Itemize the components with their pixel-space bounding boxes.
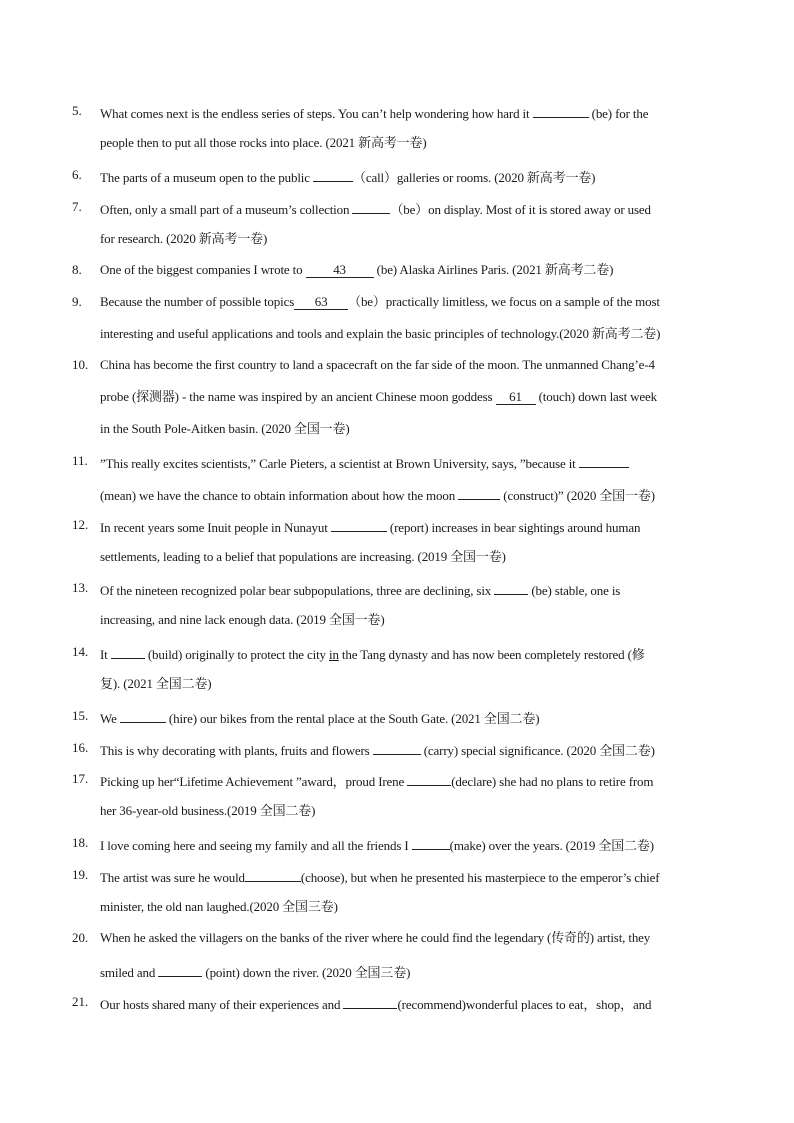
- question-number: 5.: [72, 103, 82, 118]
- text-segment: (touch) down last week: [535, 389, 657, 404]
- text-segment: (be) for the: [588, 106, 649, 121]
- question-text-line: [100, 740, 724, 759]
- answer-blank[interactable]: [120, 708, 166, 723]
- question-text-line: [100, 103, 724, 122]
- answer-blank[interactable]: [533, 103, 589, 118]
- text-segment: settlements, leading to a belief that populations are increasing. (2019 全国一卷): [100, 549, 506, 564]
- text-segment: (carry) special significance. (2020 全国二卷): [420, 743, 655, 758]
- answer-blank[interactable]: [373, 740, 421, 755]
- question-text-line: [100, 612, 724, 628]
- text-segment: （be）practically limitless, we focus on a sample of the most: [348, 294, 660, 309]
- answer-blank[interactable]: [458, 485, 500, 500]
- text-segment: (choose), but when he presented his masterpiece to the emperor’s chief: [300, 870, 660, 885]
- question-text-line: [100, 580, 724, 599]
- text-segment: smiled and: [100, 965, 159, 980]
- text-segment: (mean) we have the chance to obtain information about how the moon: [100, 488, 459, 503]
- question-text-line: [100, 994, 724, 1013]
- question-text-line: [100, 708, 724, 727]
- question-number: 15.: [72, 708, 89, 723]
- text-segment: China has become the first country to land a spacecraft on the far side of the moon. The unmanned Chang’e-4: [100, 357, 655, 372]
- text-segment: (construct)” (2020 全国一卷): [500, 488, 655, 503]
- question-text-line: [100, 357, 724, 373]
- question-text-line: [100, 231, 724, 247]
- question-text-line: [100, 962, 724, 981]
- answer-blank[interactable]: [579, 453, 629, 468]
- question-number: 19.: [72, 867, 89, 882]
- answer-blank[interactable]: [245, 867, 301, 882]
- text-segment: (report) increases in bear sightings around human: [386, 520, 641, 535]
- question-number: 10.: [72, 357, 89, 372]
- question-number: 13.: [72, 580, 89, 595]
- question-text-line: [100, 517, 724, 536]
- text-segment: I love coming here and seeing my family and all the friends I: [100, 838, 412, 853]
- text-segment: The parts of a museum open to the public: [100, 170, 313, 185]
- answer-blank[interactable]: [352, 199, 390, 214]
- question-text-line: [100, 135, 724, 151]
- question-number: 21.: [72, 994, 89, 1009]
- question-number: 7.: [72, 199, 82, 214]
- text-segment: the Tang dynasty and has now been completely restored (修: [338, 647, 645, 662]
- answer-blank[interactable]: [158, 962, 202, 977]
- text-segment: Because the number of possible topics: [100, 294, 295, 309]
- question-text-line: [100, 867, 724, 886]
- question-text-line: [100, 167, 724, 186]
- question-text-line: [100, 644, 724, 663]
- text-segment: ”This really excites scientists,” Carle Pieters, a scientist at Brown University, says, ”because it: [100, 456, 579, 471]
- answer-blank[interactable]: [331, 517, 387, 532]
- question-text-line: [100, 326, 724, 342]
- answer-blank[interactable]: 43: [306, 263, 374, 278]
- text-segment: This is why decorating with plants, fruits and flowers: [100, 743, 373, 758]
- answer-blank[interactable]: 61: [496, 390, 536, 405]
- answer-blank[interactable]: [494, 580, 528, 595]
- question-text-line: [100, 262, 724, 278]
- answer-blank[interactable]: [412, 835, 450, 850]
- answer-blank[interactable]: [111, 644, 145, 659]
- question-text-line: [100, 199, 724, 218]
- question-number: 17.: [72, 771, 89, 786]
- text-segment: (make) over the years. (2019 全国二卷): [449, 838, 654, 853]
- question-number: 11.: [72, 453, 88, 468]
- question-number: 6.: [72, 167, 82, 182]
- text-segment: It: [100, 647, 111, 662]
- text-segment: (hire) our bikes from the rental place at the South Gate. (2021 全国二卷): [165, 711, 540, 726]
- text-segment: Of the nineteen recognized polar bear subpopulations, three are declining, six: [100, 583, 495, 598]
- text-segment: (be) stable, one is: [528, 583, 621, 598]
- question-number: 20.: [72, 930, 89, 945]
- answer-blank[interactable]: [343, 994, 397, 1009]
- question-text-line: [100, 676, 724, 692]
- text-segment: Picking up her“Lifetime Achievement ”award，proud Irene: [100, 774, 408, 789]
- question-text-line: [100, 389, 724, 405]
- text-segment: (recommend)wonderful places to eat，shop，and: [397, 997, 652, 1012]
- text-segment: (point) down the river. (2020 全国三卷): [202, 965, 411, 980]
- question-text-line: [100, 803, 724, 819]
- text-segment: (build) originally to protect the city: [144, 647, 330, 662]
- question-text-line: [100, 930, 724, 946]
- question-number: 14.: [72, 644, 89, 659]
- text-segment: increasing, and nine lack enough data. (2019 全国一卷): [100, 612, 385, 627]
- text-segment: In recent years some Inuit people in Nunayut: [100, 520, 331, 535]
- text-segment: One of the biggest companies I wrote to: [100, 262, 306, 277]
- text-segment: When he asked the villagers on the banks of the river where he could find the legendary (传奇的) artist, they: [100, 930, 651, 945]
- underlined-word: in: [329, 647, 339, 662]
- text-segment: （call）galleries or rooms. (2020 新高考一卷): [353, 170, 596, 185]
- answer-blank[interactable]: [313, 167, 353, 182]
- text-segment: Often, only a small part of a museum’s collection: [100, 202, 353, 217]
- question-text-line: [100, 294, 724, 310]
- text-segment: The artist was sure he would: [100, 870, 245, 885]
- question-text-line: [100, 453, 724, 472]
- text-segment: Our hosts shared many of their experiences and: [100, 997, 344, 1012]
- text-segment: （be）on display. Most of it is stored away or used: [390, 202, 651, 217]
- text-segment: (be) Alaska Airlines Paris. (2021 新高考二卷): [373, 262, 614, 277]
- text-segment: minister, the old nan laughed.(2020 全国三卷): [100, 899, 338, 914]
- question-number: 12.: [72, 517, 89, 532]
- text-segment: people then to put all those rocks into place. (2021 新高考一卷): [100, 135, 427, 150]
- question-text-line: [100, 835, 724, 854]
- text-segment: in the South Pole-Aitken basin. (2020 全国一卷): [100, 421, 350, 436]
- text-segment: interesting and useful applications and tools and explain the basic principles of technology.(2020 新高考二卷): [100, 326, 661, 341]
- question-text-line: [100, 549, 724, 565]
- question-number: 18.: [72, 835, 89, 850]
- text-segment: (declare) she had no plans to retire from: [451, 774, 654, 789]
- text-segment: for research. (2020 新高考一卷): [100, 231, 268, 246]
- text-segment: her 36-year-old business.(2019 全国二卷): [100, 803, 316, 818]
- text-segment: 复). (2021 全国二卷): [100, 676, 212, 691]
- question-text-line: [100, 421, 724, 437]
- text-segment: probe (探测器) - the name was inspired by an ancient Chinese moon goddess: [100, 389, 496, 404]
- question-text-line: [100, 899, 724, 915]
- answer-blank[interactable]: [407, 771, 451, 786]
- question-text-line: [100, 485, 724, 504]
- question-text-line: [100, 771, 724, 790]
- question-number: 16.: [72, 740, 89, 755]
- question-number: 9.: [72, 294, 82, 309]
- answer-blank[interactable]: 63: [294, 295, 348, 310]
- question-number: 8.: [72, 262, 82, 277]
- text-segment: We: [100, 711, 120, 726]
- text-segment: What comes next is the endless series of steps. You can’t help wondering how hard it: [100, 106, 533, 121]
